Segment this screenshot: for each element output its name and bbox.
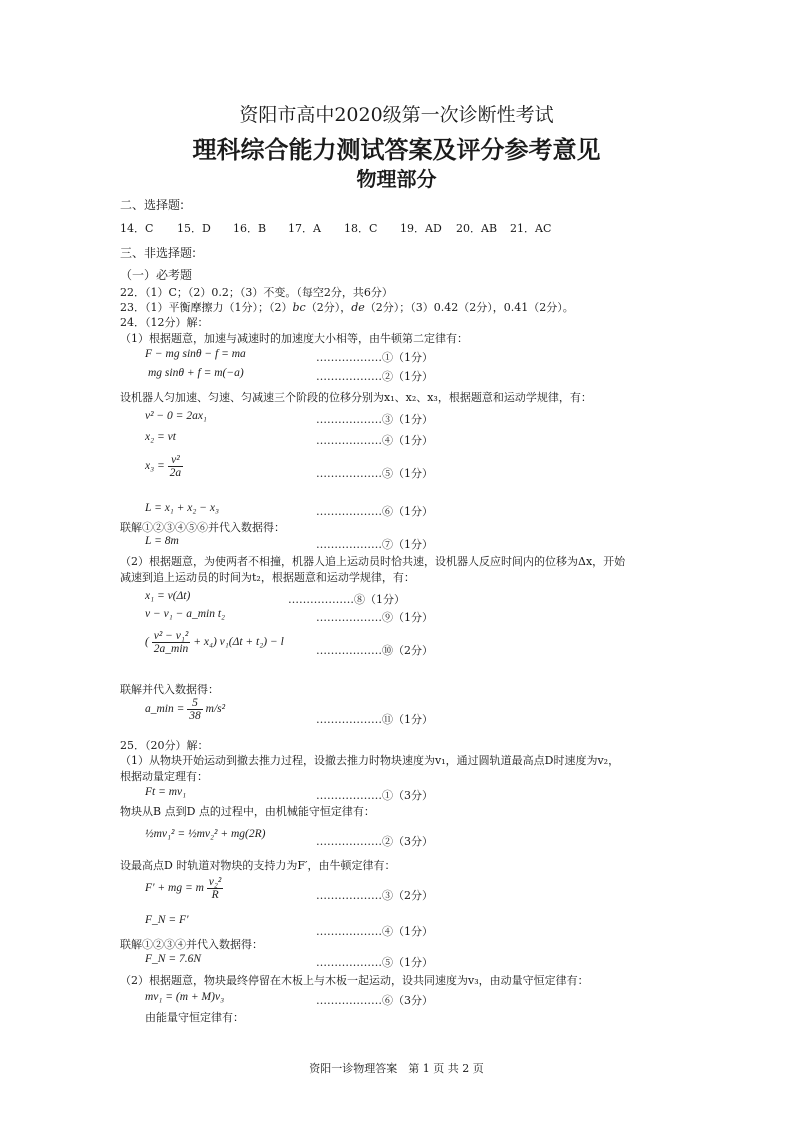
equation-24-8: x₁ = v(Δt) xyxy=(145,590,191,602)
fraction-24-11-denominator: 38 xyxy=(189,710,201,722)
q24-paragraph-5: 联解并代入数据得： xyxy=(120,683,219,696)
score-mark-25-2: ………………②（3分） xyxy=(316,835,433,848)
score-mark-24-6: ………………⑥（1分） xyxy=(316,505,433,518)
fraction-25-3-denominator: R xyxy=(211,889,219,901)
fraction-24-5-numerator: v² xyxy=(168,454,184,467)
q23-de: de xyxy=(351,301,365,314)
equation-24-11-lhs: a_min = xyxy=(145,703,185,716)
score-mark-25-3: ………………③（2分） xyxy=(316,889,433,902)
score-mark-24-1: ………………①（1分） xyxy=(316,351,433,364)
fraction-24-10-numerator: v² − v₁² xyxy=(153,630,189,642)
answer-18: 18．C xyxy=(344,222,378,235)
q25-heading: 25．（20分）解： xyxy=(120,739,209,752)
score-mark-24-10: ………………⑩（2分） xyxy=(316,644,433,657)
equation-24-9: v − v₁ − a_min t₂ xyxy=(145,608,226,620)
equation-24-10-rest: + x₄) v₁(Δt + t₂) − l xyxy=(193,636,284,649)
score-mark-25-6: ………………⑥（3分） xyxy=(316,994,433,1007)
score-mark-24-4: ………………④（1分） xyxy=(316,434,433,447)
fraction-24-10 xyxy=(152,630,191,655)
q24-paragraph-4b: 减速到追上运动员的时间为t₂，根据题意和运动学规律，有： xyxy=(120,571,415,584)
q23-answer xyxy=(120,299,574,315)
score-mark-25-5: ………………⑤（1分） xyxy=(316,956,433,969)
score-mark-24-2: ………………②（1分） xyxy=(316,370,433,383)
equation-24-10 xyxy=(145,630,284,655)
equation-24-6: L = x₁ + x₂ − x₃ xyxy=(145,502,220,514)
equation-24-11-unit: m/s² xyxy=(205,703,226,716)
exam-title: 资阳市高中2020级第一次诊断性考试 xyxy=(239,104,554,126)
equation-24-11 xyxy=(145,697,225,722)
answer-20: 20．AB xyxy=(456,222,498,235)
q25-paragraph-6: 由能量守恒定律有： xyxy=(145,1011,244,1024)
equation-25-3-lhs: F′ + mg = m xyxy=(145,882,204,895)
q24-paragraph-4a: （2）根据题意，为使两者不相撞，机器人追上运动员时恰共速，设机器人反应时间内的位移为Δx，开始 xyxy=(120,555,626,568)
equation-24-5-lhs: x₃ = xyxy=(145,460,165,473)
page-footer: 资阳一诊物理答案 第 1 页 共 2 页 xyxy=(309,1062,484,1075)
score-mark-24-9: ………………⑨（1分） xyxy=(316,611,433,624)
equation-25-4: F_N = F′ xyxy=(145,914,189,926)
q24-paragraph-3: 联解①②③④⑤⑥并代入数据得： xyxy=(120,521,285,534)
q24-paragraph-2: 设机器人匀加速、匀速、匀减速三个阶段的位移分别为x₁、x₂、x₃，根据题意和运动学规律，有： xyxy=(120,391,592,404)
q23-part-a: 23．（1）平衡摩擦力（1分）；（2） xyxy=(120,301,293,314)
score-mark-24-11: ………………⑪（1分） xyxy=(316,713,433,726)
equation-24-3: v² − 0 = 2ax₁ xyxy=(145,410,207,422)
fraction-25-3-numerator: v₂² xyxy=(208,876,222,888)
answer-21: 21．AC xyxy=(510,222,552,235)
q25-paragraph-1b: 根据动量定理有： xyxy=(120,770,208,783)
score-mark-24-7: ………………⑦（1分） xyxy=(316,538,433,551)
equation-24-7: L = 8m xyxy=(145,535,179,547)
equation-25-6: mv₁ = (m + M)v₃ xyxy=(145,991,225,1003)
score-mark-24-3: ………………③（1分） xyxy=(316,413,433,426)
equation-25-5: F_N = 7.6N xyxy=(145,953,202,965)
answer-14: 14．C xyxy=(120,222,154,235)
q23-part-c: （2分）；（3）0.42（2分），0.41（2分）。 xyxy=(364,301,574,314)
q25-paragraph-2: 物块从B 点到D 点的过程中，由机械能守恒定律有： xyxy=(120,805,375,818)
answer-17: 17．A xyxy=(288,222,321,235)
equation-24-2: mg sinθ + f = m(−a) xyxy=(148,367,244,379)
equation-24-1: F − mg sinθ − f = ma xyxy=(145,348,246,360)
equation-25-1: Ft = mv₁ xyxy=(145,786,187,798)
fraction-24-11 xyxy=(187,697,203,722)
fraction-24-11-numerator: 5 xyxy=(187,697,203,710)
score-mark-24-8: ………………⑧（1分） xyxy=(288,593,405,606)
answer-16: 16．B xyxy=(233,222,267,235)
fraction-24-10-denominator: 2a_min xyxy=(153,643,189,655)
answer-15: 15．D xyxy=(177,222,211,235)
section-title: 物理部分 xyxy=(356,167,437,191)
document-subtitle: 理科综合能力测试答案及评分参考意见 xyxy=(192,136,601,164)
answer-19: 19．AD xyxy=(400,222,442,235)
q25-paragraph-5: （2）根据题意，物块最终停留在木板上与木板一起运动，设共同速度为v₃，由动量守恒定律有： xyxy=(120,974,589,987)
required-questions-heading: （一）必考题 xyxy=(120,268,193,282)
q24-paragraph-1: （1）根据题意，加速与减速时的加速度大小相等，由牛顿第二定律有： xyxy=(120,332,468,345)
score-mark-25-1: ………………①（3分） xyxy=(316,789,433,802)
q22-answer: 22．（1）C；（2）0.2；（3）不变。（每空2分，共6分） xyxy=(120,286,393,299)
q25-paragraph-1a: （1）从物块开始运动到撤去推力过程，设撤去推力时物块速度为v₁，通过圆轨道最高点D时速度为v₂， xyxy=(120,754,620,767)
fraction-24-5 xyxy=(168,454,184,479)
equation-24-10-open: ( xyxy=(145,636,149,649)
q25-paragraph-4: 联解①②③④并代入数据得： xyxy=(120,938,263,951)
part3-heading: 三、非选择题: xyxy=(120,246,197,260)
part2-heading: 二、选择题: xyxy=(120,198,185,212)
q23-part-b: （2分）， xyxy=(305,301,352,314)
fraction-24-5-denominator: 2a xyxy=(169,467,182,479)
score-mark-24-5: ………………⑤（1分） xyxy=(316,467,433,480)
score-mark-25-4: ………………④（1分） xyxy=(316,925,433,938)
q24-heading: 24．（12分）解： xyxy=(120,316,209,329)
fraction-25-3 xyxy=(207,876,224,901)
equation-25-3 xyxy=(145,876,223,901)
q23-bc: bc xyxy=(292,301,306,314)
q25-paragraph-3: 设最高点D 时轨道对物块的支持力为F′，由牛顿定律有： xyxy=(120,859,396,872)
equation-24-5 xyxy=(145,454,183,479)
equation-25-2: ½mv₁² = ½mv₂² + mg(2R) xyxy=(145,828,266,840)
equation-24-4: x₂ = vt xyxy=(145,431,176,443)
